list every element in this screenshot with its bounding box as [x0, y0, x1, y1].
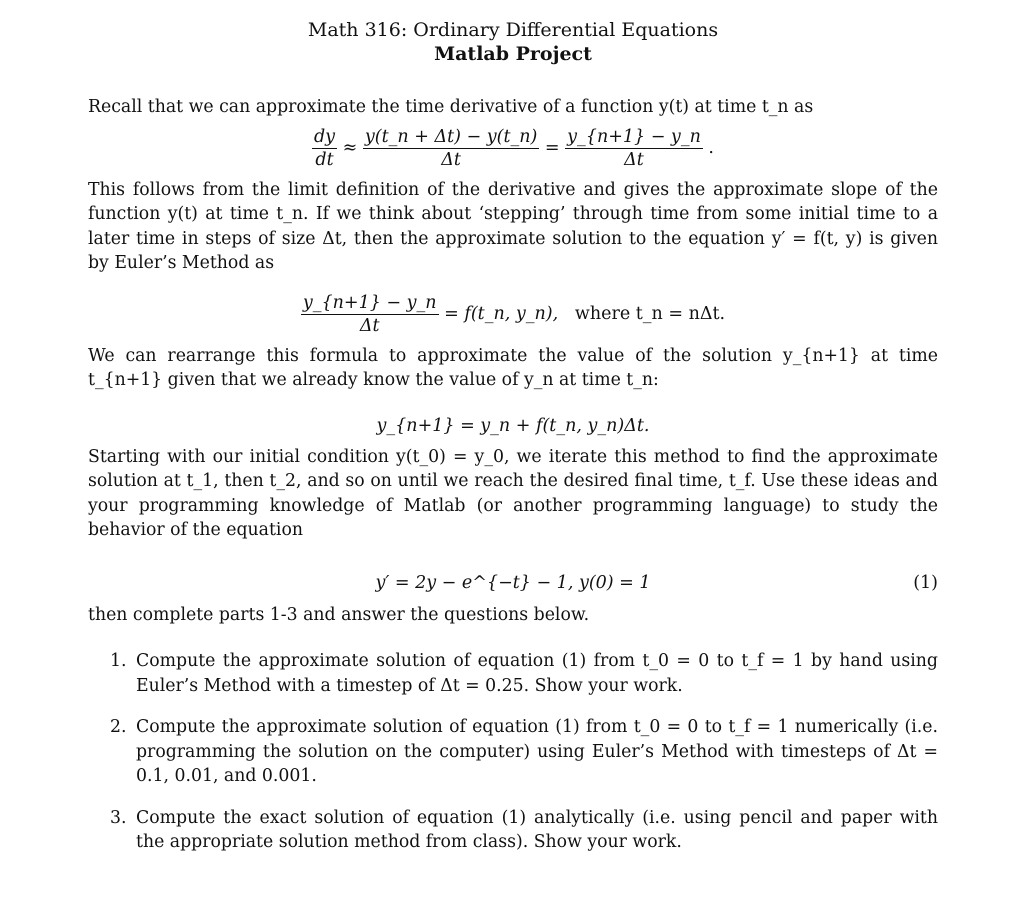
eq-rhs-denominator: Δt [624, 149, 644, 170]
course-title: Math 316: Ordinary Differential Equations [307, 19, 719, 41]
then-paragraph: then complete parts 1-3 and answer the questions below. [88, 604, 590, 625]
part-number: 1. [110, 651, 127, 671]
part-number: 3. [110, 807, 127, 828]
eq-lhs-denominator: dt [315, 149, 334, 170]
euler-equation [88, 292, 938, 340]
update-equation: y_{n+1} = y_n + f(t_n, y_n)Δt. [376, 415, 650, 436]
rearrange-paragraph: We can rearrange this formula to approximate the value of the solution y_{n+1} at time t_{n+1} given that we already know the value of y_n at time t_n: [88, 345, 938, 390]
part-text: Compute the approximate solution of equation (1) from t_0 = 0 to t_f = 1 numerically (i.e. programming the solution on the computer) using Euler’s Method with timesteps of Δt = 0.1, 0.01, and 0.001. [136, 717, 938, 786]
list-item [88, 806, 938, 855]
part-text: Compute the exact solution of equation (1) analytically (i.e. using pencil and paper with the appropriate solution method from class). Show your work. [136, 807, 938, 852]
eq-mid-denominator: Δt [441, 149, 461, 170]
euler-where: where t_n = nΔt. [574, 303, 726, 324]
parts-list [88, 649, 938, 855]
eq-lhs-numerator: dy [313, 126, 336, 147]
euler-numerator: y_{n+1} − y_n [302, 292, 437, 313]
part-text: Compute the approximate solution of equation (1) from t_0 = 0 to t_f = 1 by hand using Euler’s Method with a timestep of Δt = 0.25. Show your work. [136, 651, 938, 696]
main-equation-text: y′ = 2y − e^{−t} − 1, y(0) = 1 [375, 572, 651, 593]
eq-mid-numerator: y(t_n + Δt) − y(t_n) [364, 126, 538, 147]
document-page [88, 18, 938, 855]
eq-rhs-numerator: y_{n+1} − y_n [567, 126, 701, 147]
list-item [88, 649, 938, 698]
start-paragraph: Starting with our initial condition y(t_0) = y_0, we iterate this method to find the approximate solution at t_1, then t_2, and so on until we reach the desired final time, t_f. Use these ideas and your programming knowledge of Matlab (or another programming language) to study the behavior of the equation [88, 446, 938, 540]
intro-paragraph: Recall that we can approximate the time derivative of a function y(t) at time t_n as [88, 97, 814, 117]
euler-denominator: Δt [359, 315, 380, 336]
equation-number: (1) [913, 572, 938, 593]
limit-paragraph: This follows from the limit definition of the derivative and gives the approximate slope of the function y(t) at time t_n. If we think about ‘stepping’ through time from some initial time to a later time in steps of size Δt, then the approximate solution to the equation y′ = f(t, y) is given by Euler’s Method as [88, 179, 938, 273]
euler-rhs: = f(t_n, y_n), [444, 303, 559, 324]
title-block [88, 18, 938, 66]
approx-symbol: ≈ [342, 137, 358, 158]
part-number: 2. [110, 717, 127, 737]
derivative-equation: $\frac{dy}{dt}$ ≈ $\frac{y(t\_n + \Delta t) - y(t\_n)}{\Delta t}$ = $\frac{y\_\{n+1\} - y\_n}{\Delta t}$ . [313, 126, 714, 170]
project-title: Matlab Project [434, 43, 592, 65]
list-item [88, 715, 938, 789]
main-equation [88, 563, 938, 603]
